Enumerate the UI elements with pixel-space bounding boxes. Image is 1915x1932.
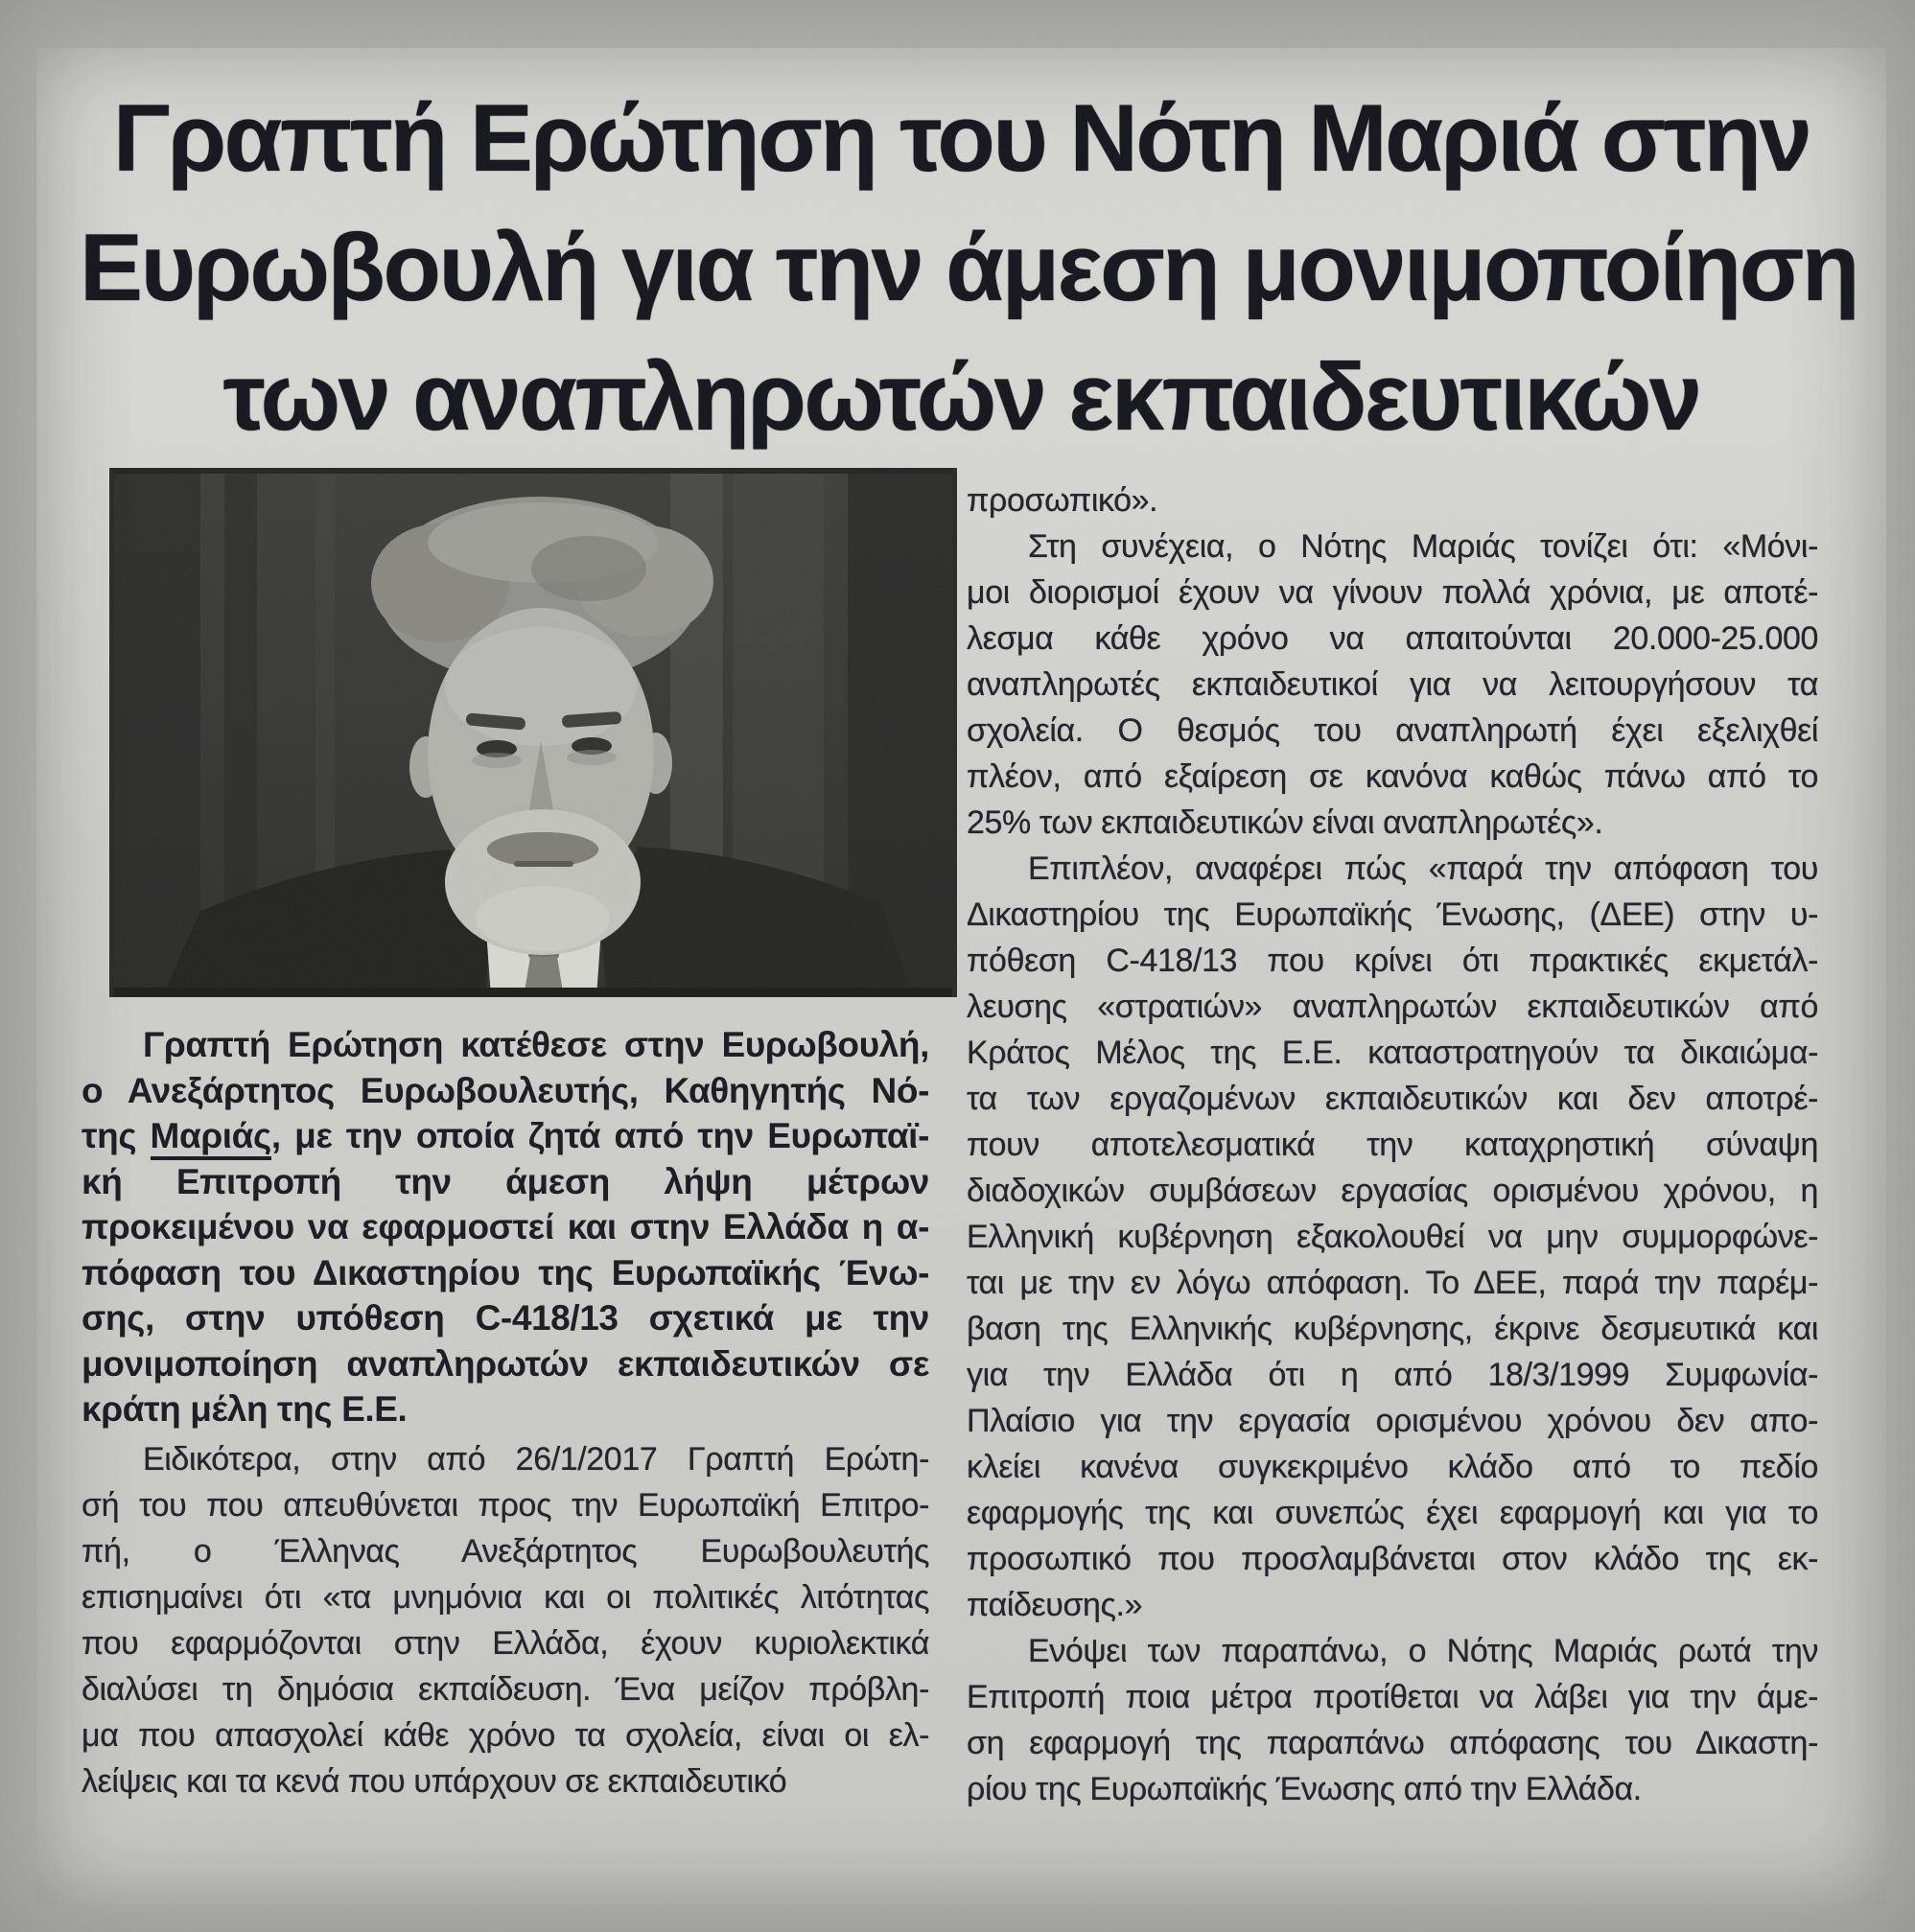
text-line: επισημαίνει ότι «τα μνημόνια και οι πολιτικές λιτότητας <box>82 1579 929 1616</box>
text-line: σης, στην υπόθεση C-418/13 σχετικά με την <box>82 1298 929 1338</box>
text-line: της Μαριάς, με την οποία ζητά από την Ευρωπαϊ- <box>82 1113 929 1159</box>
text-line: λεσμα κάθε χρόνο να απαιτούνται 20.000-25.000 <box>967 620 1818 657</box>
text-line: κράτη μέλη της Ε.Ε. <box>82 1389 408 1429</box>
text-line: παίδευσης.» <box>967 1587 1143 1623</box>
text-line: Ειδικότερα, στην από 26/1/2017 Γραπτή Ερώτη- <box>143 1441 929 1478</box>
text-line: Ελληνική κυβέρνηση εξακολουθεί να μην συμμορφώνε- <box>967 1219 1818 1255</box>
text-line: Δικαστηρίου της Ευρωπαϊκής Ένωσης, (ΔΕΕ) στην υ- <box>967 896 1818 933</box>
text-line: πόφαση του Δικαστηρίου της Ευρωπαϊκής Ένω- <box>82 1252 929 1292</box>
text-line: Ευρωβουλή για την άμεση μονιμοποίηση <box>80 214 1857 320</box>
text-line: Γραπτή Ερώτηση κατέθεσε στην Ευρωβουλή, <box>143 1025 929 1064</box>
text-line: που εφαρμόζονται στην Ελλάδα, έχουν κυριολεκτικά <box>82 1625 929 1662</box>
text-line: μονιμοποίηση αναπληρωτών εκπαιδευτικών σε <box>82 1343 929 1384</box>
text-line: μα που απασχολεί κάθε χρόνο τα σχολεία, είναι οι ελ- <box>82 1717 929 1754</box>
text-line: ο Ανεξάρτητος Ευρωβουλευτής, Καθηγητής Νό- <box>82 1070 929 1110</box>
text-line: Κράτος Μέλος της Ε.Ε. καταστρατηγούν τα δικαιώμα- <box>967 1035 1818 1071</box>
text-line: αναπληρωτές εκπαιδευτικοί για να λειτουργήσουν τα <box>967 666 1818 703</box>
text-line: προσωπικό». <box>967 482 1158 519</box>
text-line: των αναπληρωτών εκπαιδευτικών <box>222 343 1700 450</box>
text-line: ρίου της Ευρωπαϊκής Ένωσης από την Ελλάδα. <box>967 1771 1642 1807</box>
text-line: ση εφαρμογή της παραπάνω απόφασης του Δικαστη- <box>967 1725 1818 1761</box>
text-line: τα των εργαζομένων εκπαιδευτικών και δεν αποτρέ- <box>967 1081 1818 1117</box>
text-line: πλέον, από εξαίρεση σε κανόνα καθώς πάνω από το <box>967 758 1818 795</box>
text-line: διαδοχικών συμβάσεων εργασίας ορισμένου χρόνου, η <box>967 1173 1818 1209</box>
text-line: 25% των εκπαιδευτικών είναι αναπληρωτές». <box>967 804 1603 841</box>
text-line: πή, ο Έλληνας Ανεξάρτητος Ευρωβουλευτής <box>82 1533 929 1570</box>
text-line: Γραπτή Ερώτηση του Νότη Μαριά στην <box>112 84 1810 191</box>
text-line: διαλύσει τη δημόσια εκπαίδευση. Ένα μείζον πρόβλη- <box>82 1671 929 1708</box>
text-line: Πλαίσιο για την εργασία ορισμένου χρόνου δεν απο- <box>967 1403 1818 1439</box>
text-line: για την Ελλάδα ότι η από 18/3/1999 Συμφωνία- <box>967 1357 1818 1393</box>
left-column-text <box>82 1436 929 1804</box>
text-line: πουν αποτελεσματικά την καταχρηστική σύναψη <box>967 1127 1818 1163</box>
text-line: σή του που απευθύνεται προς την Ευρωπαϊκή Επιτρο- <box>82 1487 929 1524</box>
text-line: Επιτροπή ποια μέτρα προτίθεται να λάβει για την άμε- <box>967 1679 1818 1715</box>
text-line: βαση της Ελληνικής κυβέρνησης, έκρινε δεσμευτικά και <box>967 1311 1818 1347</box>
newspaper-clipping <box>36 48 1886 1905</box>
text-line: λείψεις και τα κενά που υπάρχουν σε εκπαιδευτικό <box>82 1763 787 1800</box>
text-line: μοι διορισμοί έχουν να γίνουν πολλά χρόνια, με αποτέ- <box>967 574 1818 611</box>
text-line: Ενόψει των παραπάνω, ο Νότης Μαριάς ρωτά την <box>1028 1633 1818 1669</box>
text-line: Επιπλέον, αναφέρει πώς «παρά την απόφαση του <box>1028 850 1818 887</box>
portrait-photo-graphic <box>109 468 957 997</box>
text-line: Στη συνέχεια, ο Νότης Μαριάς τονίζει ότι: «Μόνι- <box>1028 528 1818 565</box>
lead-paragraph <box>82 1022 929 1432</box>
text-line: λευσης «στρατιών» αναπληρωτών εκπαιδευτικών από <box>967 989 1818 1025</box>
text-line: σχολεία. Ο θεσμός του αναπληρωτή έχει εξελιχθεί <box>967 712 1818 749</box>
text-line: προκειμένου να εφαρμοστεί και στην Ελλάδα η α- <box>82 1207 929 1246</box>
text-line: εφαρμογής της και συνεπώς έχει εφαρμογή και για το <box>967 1495 1818 1531</box>
underlined-name: Μαριάς <box>151 1116 271 1160</box>
right-column-text <box>967 477 1818 1812</box>
text-line: κλείει κανένα συγκεκριμένο κλάδο από το πεδίο <box>967 1449 1818 1485</box>
portrait-photo <box>109 468 957 997</box>
text-line: πόθεση C-418/13 που κρίνει ότι πρακτικές εκμετάλ- <box>967 943 1818 979</box>
text-line: προσωπικό που προσλαμβάνεται στον κλάδο της εκ- <box>967 1541 1818 1577</box>
text-line: ται με την εν λόγω απόφαση. Το ΔΕΕ, παρά την παρέμ- <box>967 1265 1818 1301</box>
text-line: κή Επιτροπή την άμεση λήψη μέτρων <box>82 1161 929 1201</box>
article-headline <box>80 73 1857 461</box>
